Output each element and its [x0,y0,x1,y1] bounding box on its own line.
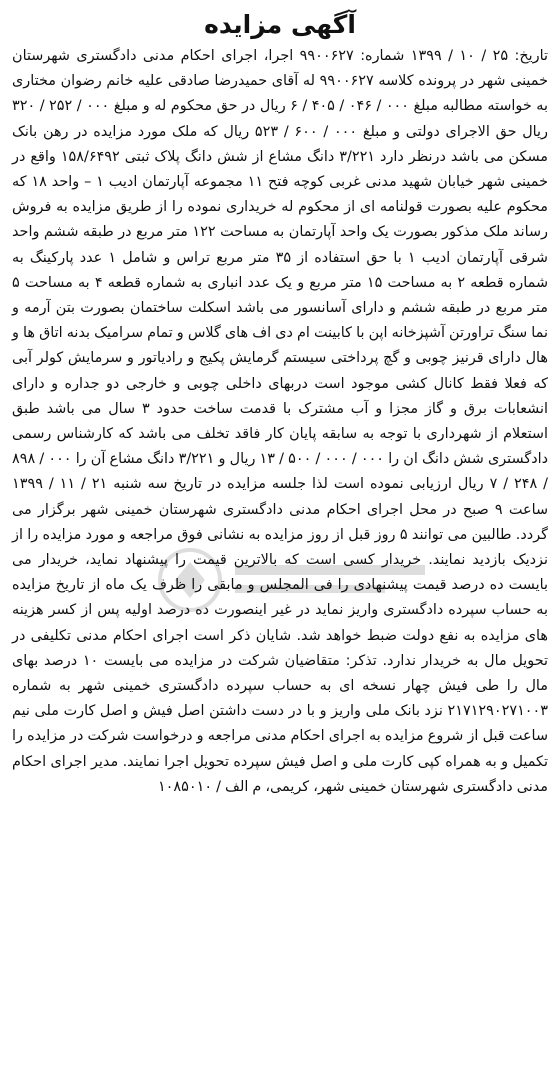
notice-body: تاریخ: ۲۵ / ۱۰ / ۱۳۹۹ شماره: ۹۹۰۰۶۲۷ اجرا، اجرای احکام مدنی دادگستری شهرستان خمینی شهر در پرونده کلاسه ۹۹۰۰۶۲۷ له آقای حمیدرضا صادقی علیه خانم رضوان مختاری به خواسته مطالبه مبلغ ۰۰۰ / ۰۴۶ / ۴۰۵ / ۶ ریال در حق محکوم له و مبلغ ۰۰۰ / ۲۵۲ / ۳۲۰ ریال حق الاجرای دولتی و مبلغ ۰۰۰ / ۶۰۰ / ۵۲۳ ریال که ملک مورد مزایده در رهن بانک مسکن می باشد درنظر دارد ۳/۲۲۱ دانگ مشاع از شش دانگ پلاک ثبتی ۱۵۸/۶۴۹۲ واقع در خمینی شهر خیابان شهید مدنی غربی کوچه فتح ۱۱ مجموعه آپارتمان ادیب ۱ – واحد ۱۸ که محکوم علیه بصورت قولنامه ای از محکوم له خریداری نموده را از طریق مزایده به فروش رساند ملک مذکور بصورت یک واحد آپارتمان به مساحت ۱۲۲ متر مربع در طبقه ششم واحد شرقی آپارتمان ادیب ۱ با حق استفاده از ۳۵ متر مربع تراس و شامل ۱ عدد پارکینگ به شماره قطعه ۲ به مساحت ۱۵ متر مربع و یک عدد انباری به شماره قطعه ۴ به مساحت ۵ متر مربع در طبقه ششم و دارای آسانسور می باشد اسکلت ساختمان بصورت بتن آرمه و نما سنگ تراورتن آشپزخانه اپن با کابینت ام دی اف های گلاس و تمام سرامیک بدنه اتاق ها و هال دارای قرنیز چوبی و گچ پرداختی سیستم گرمایش پکیج و رادیاتور و سرمایش کولر آبی که فعلا فقط کانال کشی موجود است دربهای داخلی چوبی و خارجی دو جداره و دارای انشعابات برق و گاز مجزا و آب مشترک با قدمت ساخت حدود ۳ سال می باشد طبق استعلام از شهرداری با توجه به سابقه پایان کار فاقد تخلف می باشد که کارشناس رسمی دادگستری شش دانگ ان را ۰۰۰ / ۰۰۰ / ۵۰۰ / ۱۳ ریال و ۳/۲۲۱ دانگ مشاع آن را ۰۰۰ / ۸۹۸ / ۲۴۸ / ۷ ریال ارزیابی نموده است لذا جلسه مزایده در تاریخ سه شنبه ۲۱ / ۱۱ / ۱۳۹۹ ساعت ۹ صبح در محل اجرای احکام مدنی دادگستری شهرستان خمینی شهر برگزار می گردد. طالبین می توانند ۵ روز قبل از روز مزایده به نشانی فوق مراجعه و مورد مزایده را از نزدیک بازدید نمایند. خریدار کسی است که بالاترین قیمت را پیشنهاد نماید، خریدار می بایست ده درصد قیمت پیشنهادی را فی المجلس و مابقی را ظرف یک ماه از تاریخ مزایده به حساب سپرده دادگستری واریز نماید در غیر اینصورت ده درصد اولیه پس از کسر هزینه های مزایده به نفع دولت ضبط خواهد شد. شایان ذکر است اجرای احکام مدنی تکلیفی در تحویل مال به خریدار ندارد. تذکر: متقاضیان شرکت در مزایده می بایست ۱۰ درصد بهای مال را طی فیش چهار نسخه ای به حساب سپرده دادگستری خمینی شهر به شماره ۲۱۷۱۲۹۰۲۷۱۰۰۳ نزد بانک ملی واریز و با در دست داشتن اصل فیش و اصل کارت ملی نیم ساعت قبل از شروع مزایده به اجرای احکام مدنی مراجعه و درخواست شرکت در مزایده را تکمیل و به همراه کپی کارت ملی و اصل فیش سپرده تحویل اجرا نمایند. مدیر اجرای احکام مدنی دادگستری شهرستان خمینی شهر، کریمی، م الف / ۱۰۸۵۰۱۰ [12,48,549,795]
notice-title: آگهی مزایده [204,10,356,39]
